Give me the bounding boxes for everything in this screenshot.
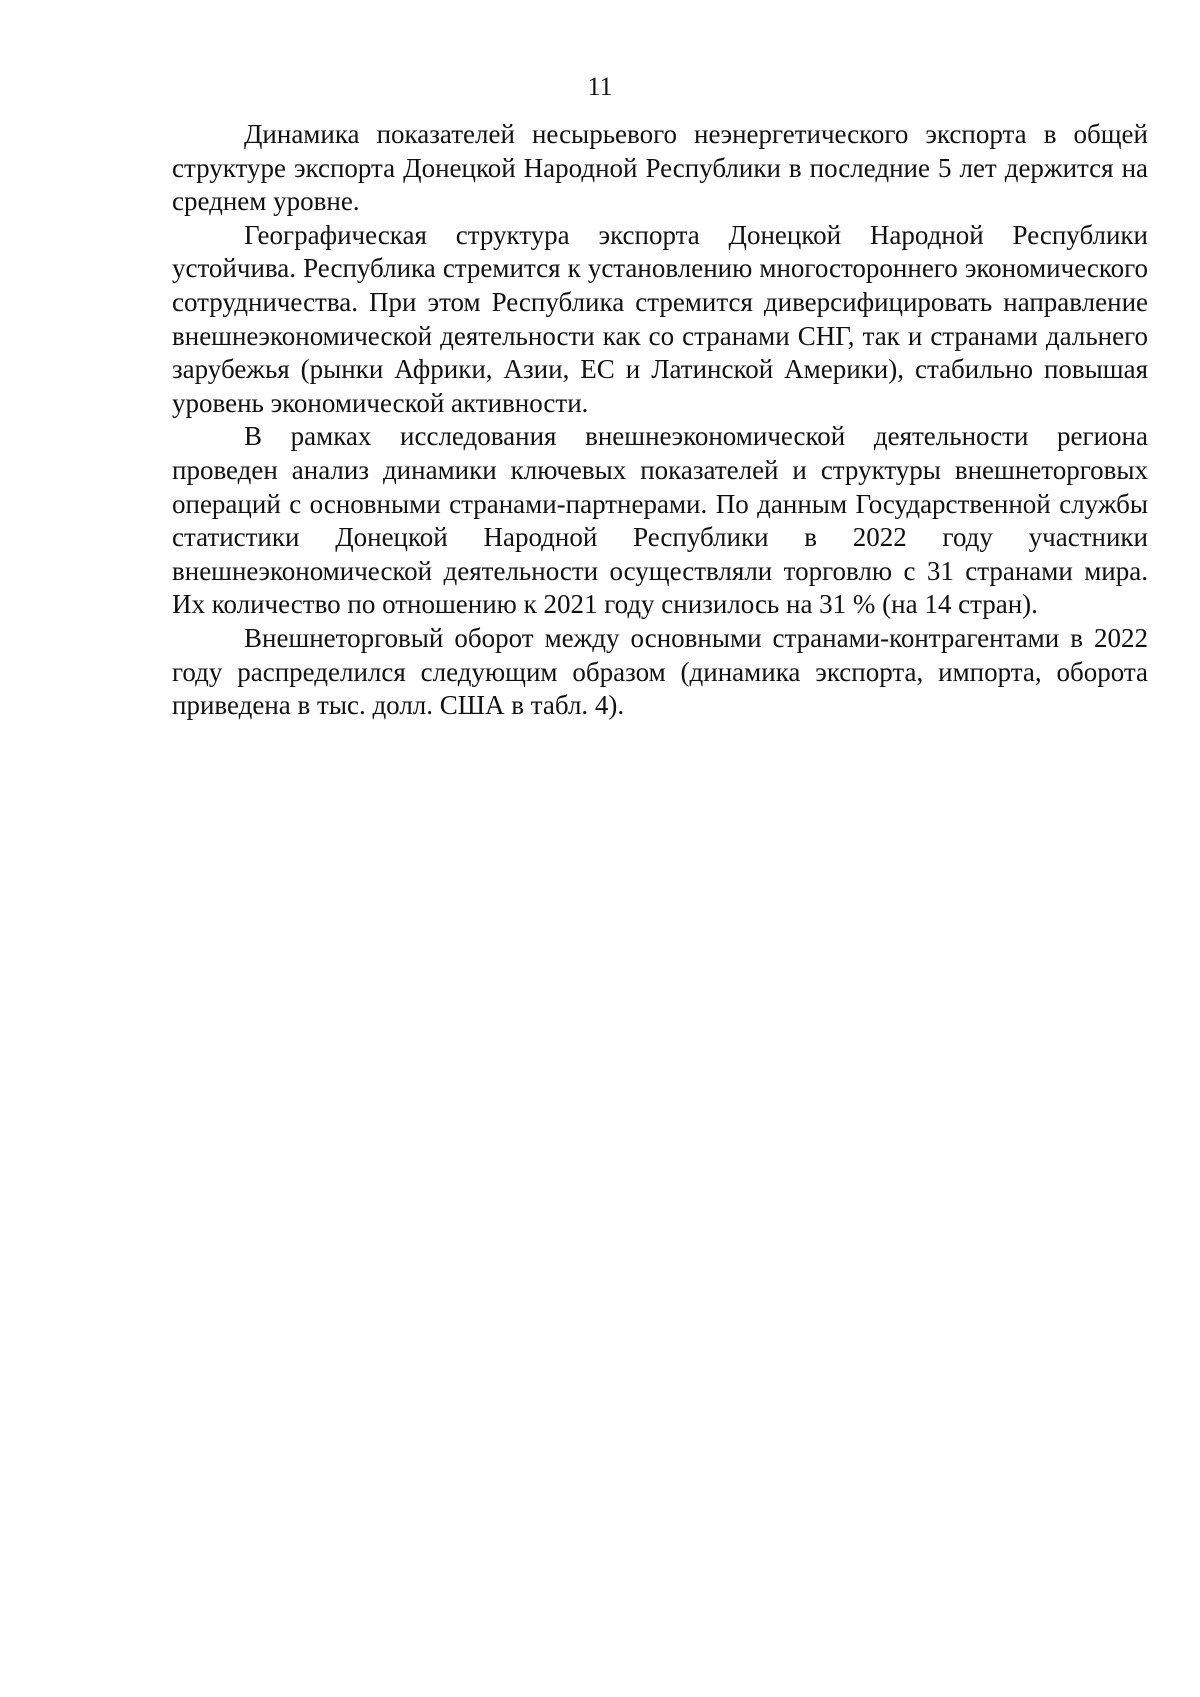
paragraph-geographic-structure: Географическая структура экспорта Донецкой Народной Республики устойчива. Республика стремится к установлению многостороннего экономического сотрудничества. При этом Республика стремится диверсифицировать направление внешнеэкономической деятельности как со странами СНГ, так и странами дальнего зарубежья (рынки Африки, Азии, ЕС и Латинской Америки), стабильно повышая уровень экономической активности. bbox=[172, 219, 1148, 418]
paragraph-research-analysis: В рамках исследования внешнеэкономической деятельности региона проведен анализ динамики ключевых показателей и структуры внешнеторговых операций с основными странами-партнерами. По данным Государственной службы статистики Донецкой Народной Республики в 2022 году участники внешнеэкономической деятельности осуществляли торговлю с 31 странами мира. Их количество по отношению к 2021 году снизилось на 31 % (на 14 стран). bbox=[172, 421, 1148, 620]
page-number: 11 bbox=[587, 72, 613, 101]
document-body bbox=[172, 118, 1148, 723]
paragraph-trade-turnover: Внешнеторговый оборот между основными странами-контрагентами в 2022 году распределился следующим образом (динамика экспорта, импорта, оборота приведена в тыс. долл. США в табл. 4). bbox=[172, 622, 1148, 721]
paragraph-export-dynamics: Динамика показателей несырьевого неэнергетического экспорта в общей структуре экспорта Донецкой Народной Республики в последние 5 лет держится на среднем уровне. bbox=[172, 119, 1148, 217]
